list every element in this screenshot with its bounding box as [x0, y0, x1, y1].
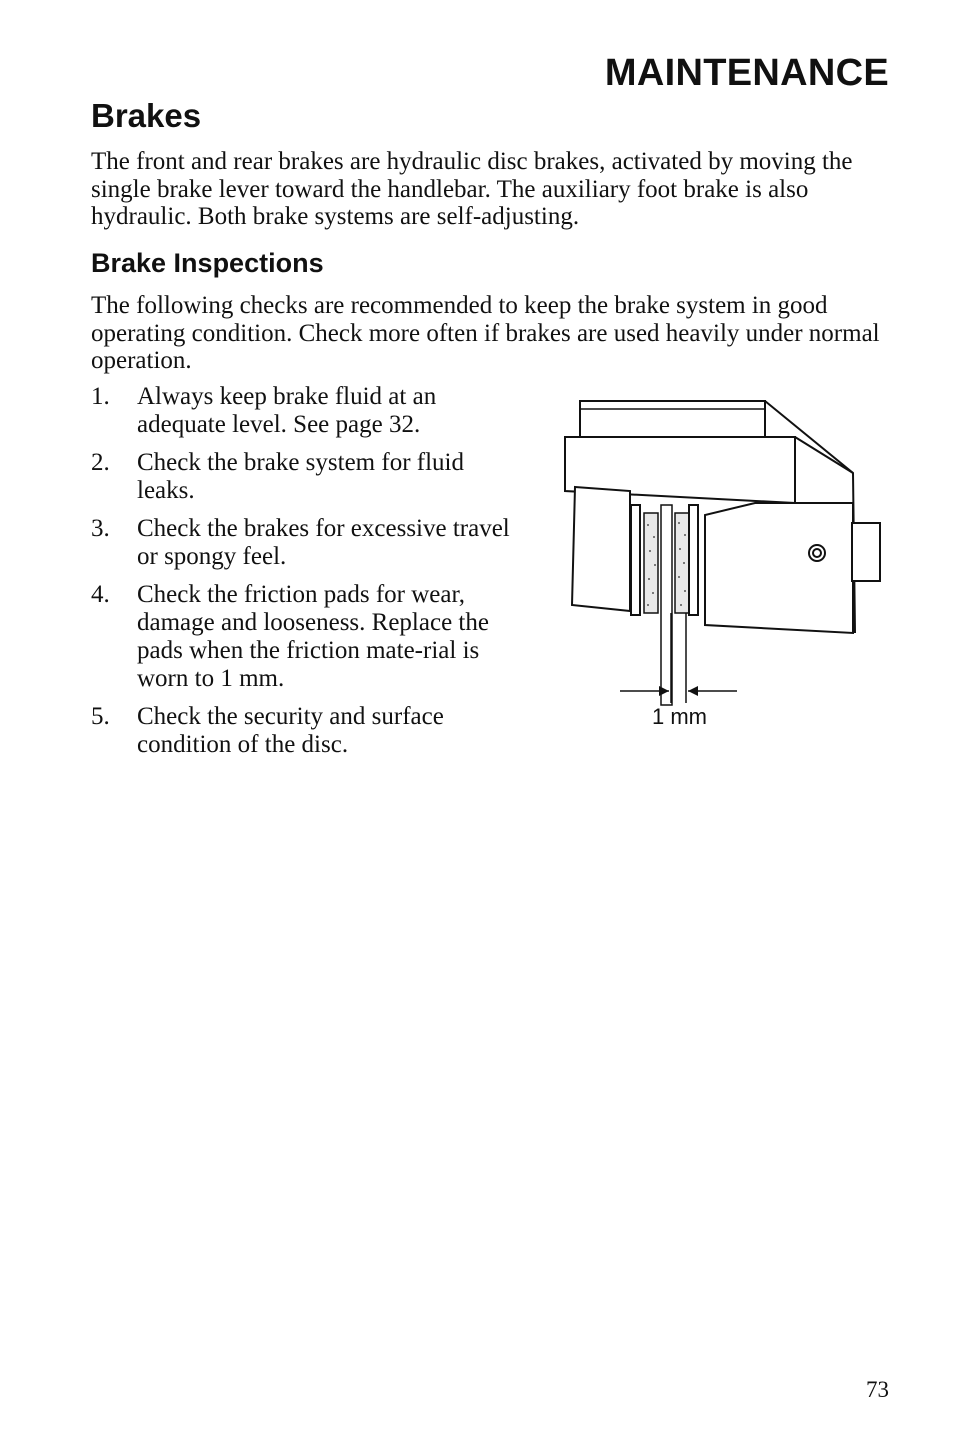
checklist-item: [91, 703, 511, 759]
checklist-item-number: 3.: [91, 515, 110, 542]
friction-pad-right: [675, 513, 689, 613]
section-header: MAINTENANCE: [604, 52, 889, 94]
brake-caliper-illustration: [555, 395, 895, 740]
checklist-item-text: Always keep brake fluid at an adequate level. See page 32.: [137, 383, 437, 438]
checklist-item: [91, 515, 511, 571]
checklist-item: [91, 581, 511, 693]
checklist-item-text: Check the security and surface condition of the disc.: [137, 703, 444, 758]
pad-backing-plate-right: [689, 505, 698, 615]
brakes-heading: Brakes: [91, 97, 202, 134]
caliper-left-body: [572, 487, 630, 611]
checklist-item: [91, 449, 511, 505]
caliper-fitting: [852, 523, 880, 581]
page-number: 73: [866, 1377, 889, 1402]
brake-inspections-intro-paragraph: The following checks are recommended to keep the brake system in good operating condition. Check more often if brakes are used heavily under normal operation.: [91, 292, 880, 374]
caliper-housing: [705, 503, 853, 633]
checklist-item: [91, 383, 511, 439]
checklist-item-text: Check the brake system for fluid leaks.: [137, 449, 464, 504]
inspection-checklist: [91, 383, 511, 769]
caliper-top-plate: [580, 401, 765, 437]
checklist-item-number: 1.: [91, 383, 110, 410]
brake-inspections-heading: Brake Inspections: [91, 248, 324, 278]
checklist-item-number: 5.: [91, 703, 110, 730]
friction-pad-left: [644, 513, 658, 613]
brake-caliper-figure: [555, 395, 895, 740]
checklist-item-number: 4.: [91, 581, 110, 608]
checklist-item-text: Check the brakes for excessive travel or spongy feel.: [137, 515, 510, 570]
brakes-intro-paragraph: The front and rear brakes are hydraulic disc brakes, activated by moving the single brake lever toward the handlebar. The auxiliary foot brake is also hydraulic. Both brake systems are self-adjusting.: [91, 148, 853, 230]
pad-wear-dimension-label: 1 mm: [652, 704, 707, 729]
checklist-item-text: Check the friction pads for wear, damage and looseness. Replace the pads when the friction mate-rial is worn to 1 mm.: [137, 581, 489, 692]
checklist-item-number: 2.: [91, 449, 110, 476]
pad-backing-plate-left: [631, 505, 640, 615]
